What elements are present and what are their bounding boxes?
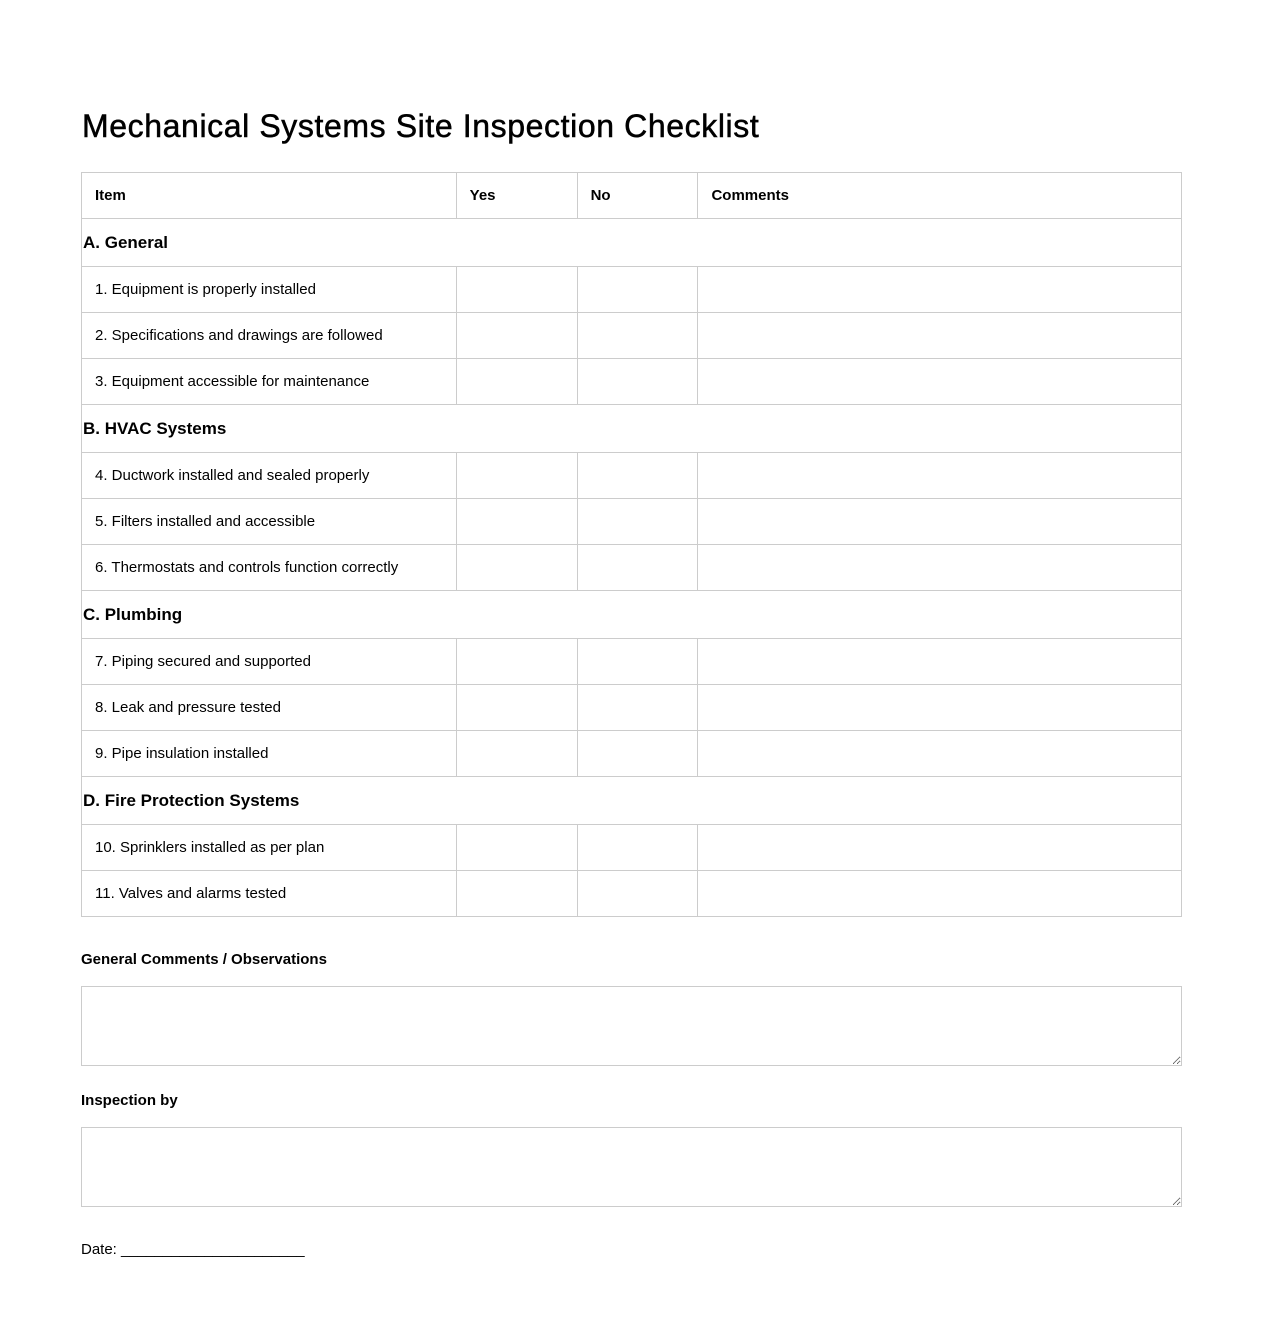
comments-cell[interactable]: [698, 359, 1182, 405]
table-row: [82, 453, 1182, 499]
no-cell[interactable]: [577, 313, 698, 359]
table-row: [82, 871, 1182, 917]
comments-cell[interactable]: [698, 453, 1182, 499]
header-item: Item: [82, 173, 457, 219]
yes-cell[interactable]: [456, 453, 577, 499]
no-cell[interactable]: [577, 825, 698, 871]
table-row: [82, 267, 1182, 313]
section-row: [82, 591, 1182, 639]
item-cell: 2. Specifications and drawings are followed: [82, 313, 457, 359]
comments-cell[interactable]: [698, 545, 1182, 591]
yes-cell[interactable]: [456, 731, 577, 777]
table-header-row: [82, 173, 1182, 219]
header-comments: Comments: [698, 173, 1182, 219]
inspection-by-label: Inspection by: [81, 1092, 178, 1109]
page-title: Mechanical Systems Site Inspection Checklist: [82, 108, 760, 144]
table-row: [82, 313, 1182, 359]
comments-cell[interactable]: [698, 871, 1182, 917]
no-cell[interactable]: [577, 267, 698, 313]
no-cell[interactable]: [577, 871, 698, 917]
yes-cell[interactable]: [456, 499, 577, 545]
general-comments-label: General Comments / Observations: [81, 951, 327, 968]
section-title: C. Plumbing: [82, 591, 1182, 639]
no-cell[interactable]: [577, 731, 698, 777]
item-cell: 8. Leak and pressure tested: [82, 685, 457, 731]
header-no: No: [577, 173, 698, 219]
no-cell[interactable]: [577, 685, 698, 731]
item-cell: 1. Equipment is properly installed: [82, 267, 457, 313]
table-row: [82, 359, 1182, 405]
comments-cell[interactable]: [698, 825, 1182, 871]
item-cell: 6. Thermostats and controls function correctly: [82, 545, 457, 591]
item-cell: 4. Ductwork installed and sealed properly: [82, 453, 457, 499]
comments-cell[interactable]: [698, 313, 1182, 359]
no-cell[interactable]: [577, 453, 698, 499]
inspection-by-textarea[interactable]: [81, 1127, 1182, 1207]
no-cell[interactable]: [577, 545, 698, 591]
section-row: [82, 219, 1182, 267]
item-cell: 3. Equipment accessible for maintenance: [82, 359, 457, 405]
section-title: D. Fire Protection Systems: [82, 777, 1182, 825]
item-cell: 10. Sprinklers installed as per plan: [82, 825, 457, 871]
item-cell: 9. Pipe insulation installed: [82, 731, 457, 777]
general-comments-textarea[interactable]: [81, 986, 1182, 1066]
section-row: [82, 405, 1182, 453]
no-cell[interactable]: [577, 359, 698, 405]
section-row: [82, 777, 1182, 825]
comments-cell[interactable]: [698, 685, 1182, 731]
table-row: [82, 639, 1182, 685]
item-cell: 7. Piping secured and supported: [82, 639, 457, 685]
item-cell: 5. Filters installed and accessible: [82, 499, 457, 545]
table-row: [82, 545, 1182, 591]
comments-cell[interactable]: [698, 639, 1182, 685]
item-cell: 11. Valves and alarms tested: [82, 871, 457, 917]
comments-cell[interactable]: [698, 267, 1182, 313]
no-cell[interactable]: [577, 639, 698, 685]
yes-cell[interactable]: [456, 545, 577, 591]
section-title: A. General: [82, 219, 1182, 267]
yes-cell[interactable]: [456, 825, 577, 871]
table-row: [82, 685, 1182, 731]
yes-cell[interactable]: [456, 871, 577, 917]
table-row: [82, 731, 1182, 777]
comments-cell[interactable]: [698, 731, 1182, 777]
no-cell[interactable]: [577, 499, 698, 545]
yes-cell[interactable]: [456, 267, 577, 313]
date-field: Date: ______________________: [81, 1241, 305, 1258]
header-yes: Yes: [456, 173, 577, 219]
table-row: [82, 825, 1182, 871]
yes-cell[interactable]: [456, 313, 577, 359]
table-row: [82, 499, 1182, 545]
yes-cell[interactable]: [456, 639, 577, 685]
yes-cell[interactable]: [456, 685, 577, 731]
checklist-table: [81, 172, 1182, 917]
yes-cell[interactable]: [456, 359, 577, 405]
section-title: B. HVAC Systems: [82, 405, 1182, 453]
comments-cell[interactable]: [698, 499, 1182, 545]
